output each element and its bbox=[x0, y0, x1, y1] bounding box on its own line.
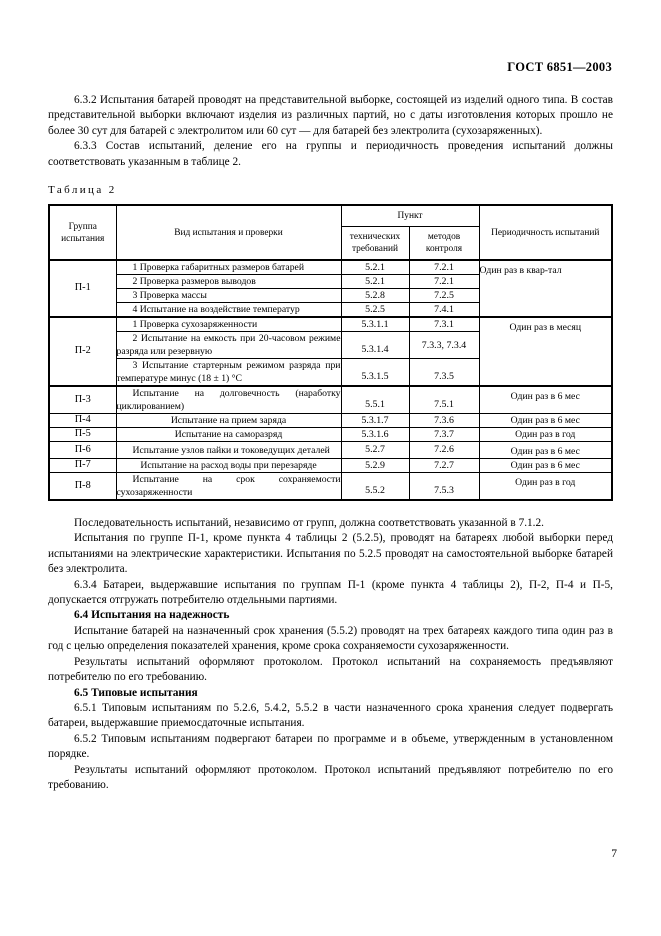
cell-group: П-1 bbox=[49, 260, 116, 317]
cell-kind: Испытание узлов пайки и токоведущих деталей bbox=[116, 442, 341, 459]
cell-group: П-6 bbox=[49, 442, 116, 459]
cell-tech-req: 5.5.1 bbox=[341, 386, 409, 414]
cell-methods: 7.2.1 bbox=[409, 260, 479, 275]
cell-tech-req: 5.5.2 bbox=[341, 473, 409, 501]
cell-tech-req: 5.3.1.6 bbox=[341, 428, 409, 442]
tests-table bbox=[48, 204, 613, 501]
cell-tech-req: 5.2.1 bbox=[341, 260, 409, 275]
cell-group: П-4 bbox=[49, 414, 116, 428]
cell-kind: 2 Проверка размеров выводов bbox=[116, 275, 341, 289]
cell-kind: 2 Испытание на емкость при 20-часовом режиме разряда или резервную bbox=[116, 333, 341, 358]
cell-group: П-5 bbox=[49, 428, 116, 442]
table-header-row-1 bbox=[49, 205, 612, 227]
cell-periodicity: Один раз в 6 мес bbox=[479, 442, 612, 459]
cell-kind: 3 Проверка массы bbox=[116, 289, 341, 303]
table-row bbox=[49, 473, 612, 501]
cell-periodicity: Один раз в 6 мес bbox=[479, 386, 612, 414]
cell-methods: 7.3.3, 7.3.4 bbox=[409, 332, 479, 359]
cell-periodicity: Один раз в год bbox=[479, 473, 612, 501]
table-row bbox=[49, 428, 612, 442]
table-body bbox=[49, 260, 612, 500]
cell-tech-req: 5.2.8 bbox=[341, 289, 409, 303]
table-row bbox=[49, 442, 612, 459]
table-caption: Таблица 2 bbox=[48, 184, 117, 197]
cell-group: П-8 bbox=[49, 473, 116, 501]
paragraph-6-5-2: 6.5.2 Типовым испытаниям подвергают батареи по программе и в объеме, утвержденным в установленном порядке. bbox=[48, 732, 613, 761]
cell-group: П-3 bbox=[49, 386, 116, 414]
cell-kind: Испытание на расход воды при перезаряде bbox=[116, 459, 341, 473]
cell-tech-req: 5.2.9 bbox=[341, 459, 409, 473]
cell-periodicity: Один раз в месяц bbox=[479, 317, 612, 386]
cell-methods: 7.2.7 bbox=[409, 459, 479, 473]
cell-methods: 7.5.1 bbox=[409, 386, 479, 414]
cell-kind: 1 Проверка сухозаряженности bbox=[116, 317, 341, 332]
spacer bbox=[48, 170, 613, 183]
cell-methods: 7.2.5 bbox=[409, 289, 479, 303]
cell-methods: 7.3.1 bbox=[409, 317, 479, 332]
column-header-tech-req: технических требований bbox=[341, 227, 409, 261]
table-header bbox=[49, 205, 612, 260]
cell-kind: Испытание на срок сохраняемости сухозаряженности bbox=[116, 474, 341, 499]
paragraph-6-3-2: 6.3.2 Испытания батарей проводят на представительной выборке, состоящей из изделий одного типа. В состав представительной выборки включают изделия из различных партий, но с даты изготовления которых прошло не более 30 сут для батарей с электролитом или 60 сут — для батарей без электролита (сухозаряженных). bbox=[48, 94, 613, 137]
cell-periodicity: Один раз в год bbox=[479, 428, 612, 442]
document-body bbox=[48, 93, 613, 793]
cell-tech-req: 5.2.7 bbox=[341, 442, 409, 459]
cell-kind: 3 Испытание стартерным режимом разряда при температуре минус (18 ± 1) °C bbox=[116, 360, 341, 385]
cell-tech-req: 5.2.1 bbox=[341, 275, 409, 289]
cell-periodicity: Один раз в 6 мес bbox=[479, 459, 612, 473]
cell-kind: Испытание на саморазряд bbox=[116, 428, 341, 442]
cell-kind: Испытание на долговечность (наработку циклированием) bbox=[116, 388, 341, 413]
cell-methods: 7.2.1 bbox=[409, 275, 479, 289]
table-row bbox=[49, 386, 612, 414]
cell-kind: 1 Проверка габаритных размеров батарей bbox=[116, 260, 341, 275]
spacer bbox=[48, 197, 613, 204]
cell-kind: 4 Испытание на воздействие температур bbox=[116, 303, 341, 318]
cell-tech-req: 5.3.1.5 bbox=[341, 359, 409, 387]
cell-methods: 7.5.3 bbox=[409, 473, 479, 501]
paragraph-6-3-3: 6.3.3 Состав испытаний, деление его на группы и периодичность проведения испытаний должны соответствовать указанным в таблице 2. bbox=[48, 140, 613, 168]
heading-6-4: 6.4 Испытания на надежность bbox=[74, 609, 230, 622]
paragraph-6-4-1: Испытание батарей на назначенный срок хранения (5.5.2) проводят на трех батареях каждого типа один раз в год с целью определения показателей хранения, кроме срока сохраняемости сухозаряженности. bbox=[48, 624, 613, 653]
document-header: ГОСТ 6851—2003 bbox=[507, 60, 612, 74]
cell-kind: Испытание на прием заряда bbox=[116, 414, 341, 428]
column-header-methods: методов контроля bbox=[409, 227, 479, 261]
cell-group: П-2 bbox=[49, 317, 116, 386]
cell-tech-req: 5.3.1.4 bbox=[341, 332, 409, 359]
paragraph-sequence: Последовательность испытаний, независимо от групп, должна соответствовать указанной в 7.1.2. bbox=[74, 517, 544, 530]
table-row bbox=[49, 260, 612, 275]
cell-methods: 7.4.1 bbox=[409, 303, 479, 318]
cell-periodicity: Один раз в 6 мес bbox=[479, 414, 612, 428]
paragraph-6-4-2: Результаты испытаний оформляют протоколом. Протокол испытаний на сохраняемость предъявляют потребителю по его требованию. bbox=[48, 655, 613, 684]
paragraph-6-5-1: 6.5.1 Типовым испытаниям по 5.2.6, 5.4.2, 5.5.2 в части назначенного срока хранения следует подвергать батареи, выдержавшие приемосдаточные испытания. bbox=[48, 701, 613, 730]
column-header-periodicity: Периодичность испытаний bbox=[479, 205, 612, 260]
cell-tech-req: 5.2.5 bbox=[341, 303, 409, 318]
heading-6-5: 6.5 Типовые испытания bbox=[74, 686, 198, 699]
table-row bbox=[49, 459, 612, 473]
table-row bbox=[49, 414, 612, 428]
cell-group: П-7 bbox=[49, 459, 116, 473]
cell-periodicity: Один раз в квар-тал bbox=[479, 260, 612, 317]
cell-methods: 7.3.5 bbox=[409, 359, 479, 387]
cell-tech-req: 5.3.1.7 bbox=[341, 414, 409, 428]
table-row bbox=[49, 317, 612, 332]
cell-methods: 7.2.6 bbox=[409, 442, 479, 459]
paragraph-6-5-3: Результаты испытаний оформляют протоколом. Протокол испытаний предъявляют потребителю по его требованию. bbox=[48, 763, 613, 791]
paragraph-group-p1: Испытания по группе П-1, кроме пункта 4 таблицы 2 (5.2.5), проводят на батареях любой выборки перед испытаниями на электрические характеристики. Испытания по 5.2.5 проводят на самостоятельной выборке батарей без электролита. bbox=[48, 532, 613, 576]
column-header-kind: Вид испытания и проверки bbox=[116, 205, 341, 260]
cell-methods: 7.3.7 bbox=[409, 428, 479, 442]
paragraph-6-3-4: 6.3.4 Батареи, выдержавшие испытания по группам П-1 (кроме пункта 4 таблицы 2), П-2, П-4 и П-5, допускается отгружать потребителю отдельными партиями. bbox=[48, 578, 613, 607]
spacer bbox=[48, 501, 613, 516]
column-header-group: Группа испытания bbox=[49, 205, 116, 260]
cell-tech-req: 5.3.1.1 bbox=[341, 317, 409, 332]
page-number: 7 bbox=[611, 848, 617, 860]
column-header-punkt: Пункт bbox=[341, 205, 479, 227]
cell-methods: 7.3.6 bbox=[409, 414, 479, 428]
